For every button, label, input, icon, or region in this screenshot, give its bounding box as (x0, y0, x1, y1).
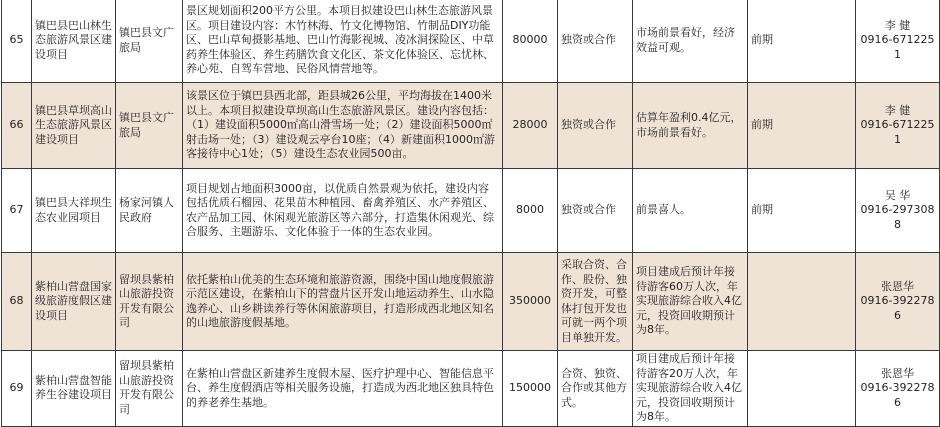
table-row (2, 253, 940, 351)
project-stage (748, 351, 856, 427)
contact-cell (856, 351, 940, 427)
contact-name: 吴 华 (884, 188, 911, 202)
project-stage: 前期 (748, 83, 856, 169)
contact-name: 张恩华 (881, 279, 914, 293)
benefit-analysis: 前景喜人。 (633, 169, 748, 253)
table-row (2, 83, 940, 169)
cooperation-mode: 独资或合作 (558, 83, 633, 169)
responsible-unit: 留坝县紫柏山旅游投资开发有限公司 (116, 253, 183, 351)
contact-cell (856, 253, 940, 351)
cooperation-mode: 合资、独资、合作或其他方式。 (558, 351, 633, 427)
contact-name: 李 健 (884, 18, 911, 32)
project-stage (748, 253, 856, 351)
project-name: 镇巴县巴山林生态旅游风景区建设项目 (32, 0, 116, 83)
contact-phone: 0916-3922786 (860, 294, 935, 322)
contact-name: 李 健 (884, 103, 911, 117)
project-content: 依托紫柏山优美的生态环境和旅游资源，围绕中国山地度假旅游示范区建设，在紫柏山下的营盘片区开发山地运动养生、山水隐逸养心、山乡耕读养行等休闲旅游项目，打造形成西北地区知名的山地旅游度假基地。 (183, 253, 503, 351)
table-row (2, 351, 940, 427)
benefit-analysis: 估算年盈利0.4亿元，市场前景看好。 (633, 83, 748, 169)
row-number: 65 (2, 0, 32, 83)
contact-phone: 0916-2973088 (860, 203, 935, 231)
responsible-unit: 杨家河镇人民政府 (116, 169, 183, 253)
project-stage: 前期 (748, 169, 856, 253)
investment-amount: 150000 (503, 351, 558, 427)
project-name: 镇巴县大祥坝生态农业园项目 (32, 169, 116, 253)
responsible-unit: 留坝县紫柏山旅游投资开发有限公司 (116, 351, 183, 427)
row-number: 69 (2, 351, 32, 427)
project-name: 紫柏山营盘国家级旅游度假区建设项目 (32, 253, 116, 351)
benefit-analysis: 市场前景看好，经济效益可观。 (633, 0, 748, 83)
investment-amount: 80000 (503, 0, 558, 83)
project-name: 镇巴县草坝高山生态旅游风景区建设项目 (32, 83, 116, 169)
contact-cell (856, 169, 940, 253)
table-row (2, 0, 940, 83)
project-name: 紫柏山营盘智能养生谷建设项目 (32, 351, 116, 427)
responsible-unit: 镇巴县文广旅局 (116, 0, 183, 83)
cooperation-mode: 独资或合作 (558, 0, 633, 83)
responsible-unit: 镇巴县文广旅局 (116, 83, 183, 169)
project-content: 项目规划占地面积3000亩，以优质自然景观为依托，建设内容包括优质石榴园、花果苗木种植园、畜禽养殖区、水产养殖区、农产品加工园、休闲观光旅游区等六部分，打造集休闲观光、综合服务、主题游乐、文化体验于一体的生态农业园。 (183, 169, 503, 253)
investment-amount: 28000 (503, 83, 558, 169)
contact-cell (856, 0, 940, 83)
investment-amount: 350000 (503, 253, 558, 351)
row-number: 67 (2, 169, 32, 253)
cooperation-mode: 采取合资、合作、股份、独资开发，可整体打包开发也可就一两个项目单独开发。 (558, 253, 633, 351)
row-number: 68 (2, 253, 32, 351)
contact-phone: 0916-6712251 (860, 118, 935, 146)
benefit-analysis: 项目建成后预计年接待游客60万人次，年实现旅游综合收入4亿元，投资回收期预计为8年。 (633, 253, 748, 351)
contact-phone: 0916-3922786 (860, 381, 935, 409)
project-stage: 前期 (748, 0, 856, 83)
contact-cell (856, 83, 940, 169)
table-row (2, 169, 940, 253)
contact-name: 张恩华 (881, 366, 914, 380)
project-content: 景区规划面积200平方公里。本项目拟建设巴山林生态旅游风景区。项目建设内容：木竹林海、竹文化博物馆、竹制品DIY功能区、巴山草甸摄影基地、巴山竹海影视城、凌冰洞探险区、中草药养生体验区、养生药膳饮食文化区、茶文化体验区、忘忧林、养心苑、自驾车营地、民俗风情营地等。 (183, 0, 503, 83)
project-content: 该景区位于镇巴县西北部，距县城26公里，平均海拔在1400米以上。本项目拟建设草坝高山生态旅游风景区。建设内容包括：（1）建设面积5000㎡高山滑雪场一处；（2）建设面积5000㎡射击场一处；（3）建设观云亭台10座；（4）新建面积1000㎡游客接待中心1处；（5）建设生态农业园500亩。 (183, 83, 503, 169)
contact-phone: 0916-6712251 (860, 33, 935, 61)
investment-amount: 8000 (503, 169, 558, 253)
row-number: 66 (2, 83, 32, 169)
project-content: 在紫柏山营盘区新建养生度假木屋、医疗护理中心、智能信息平台、养生度假酒店等相关服务设施，打造成为西北地区独具特色的养老养生基地。 (183, 351, 503, 427)
cooperation-mode: 独资或合作 (558, 169, 633, 253)
project-table (1, 0, 940, 427)
benefit-analysis: 项目建成后预计年接待游客20万人次，年实现旅游综合收入4亿元，投资回收期预计为8年。 (633, 351, 748, 427)
